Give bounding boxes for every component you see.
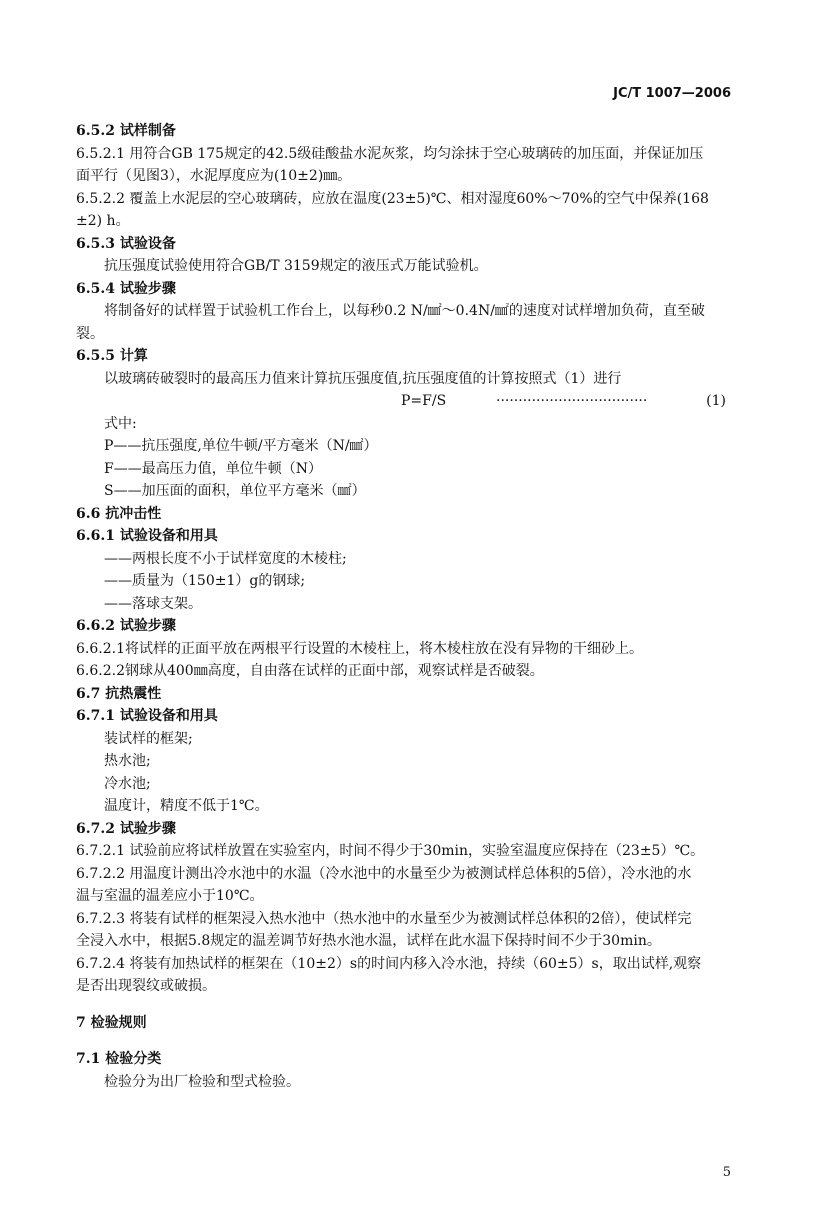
list-item: 热水池; bbox=[104, 753, 151, 769]
section-heading-6-6: 6.6 抗冲击性 bbox=[76, 505, 162, 522]
variable-definition-p: P——抗压强度,单位牛顿/平方毫米（N/㎟） bbox=[104, 438, 378, 454]
page-number: 5 bbox=[722, 1165, 731, 1180]
section-heading-6-7: 6.7 抗热震性 bbox=[76, 685, 162, 702]
list-item: 装试样的框架; bbox=[104, 730, 193, 747]
paragraph-6-7-2-3-line-2: 全浸入水中，根据5.8规定的温差调节好热水池水温，试样在此水温下保持时间不少于30min。 bbox=[76, 933, 661, 949]
formula: P=F/S bbox=[401, 393, 447, 409]
paragraph-6-7-2-4-line-1: 6.7.2.4 将装有加热试样的框架在（10±2）s的时间内移入冷水池，持续（60±5）s，取出试样,观察 bbox=[76, 955, 702, 972]
paragraph-6-6-2-1: 6.6.2.1将试样的正面平放在两根平行设置的木棱柱上，将木棱柱放在没有异物的干细砂上。 bbox=[76, 640, 643, 657]
formula-line bbox=[76, 390, 736, 413]
list-item: ——落球支架。 bbox=[104, 595, 202, 612]
section-heading-6-5-5: 6.5.5 计算 bbox=[76, 348, 148, 364]
paragraph-6-7-2-2-line-2: 温与室温的温差应小于10℃。 bbox=[76, 888, 264, 904]
paragraph-7-1: 检验分为出厂检验和型式检验。 bbox=[104, 1073, 300, 1090]
paragraph-6-7-2-3-line-1: 6.7.2.3 将装有试样的框架浸入热水池中（热水池中的水量至少为被测试样总体积的2倍），使试样完 bbox=[76, 910, 692, 927]
where-label: 式中: bbox=[104, 415, 137, 432]
standard-header: JC/T 1007—2006 bbox=[613, 86, 731, 101]
paragraph-6-6-2-2: 6.6.2.2钢球从400㎜高度，自由落在试样的正面中部，观察试样是否破裂。 bbox=[76, 663, 544, 679]
section-heading-6-6-2: 6.6.2 试验步骤 bbox=[76, 618, 176, 634]
variable-definition-s: S——加压面的面积，单位平方毫米（㎟） bbox=[104, 483, 366, 499]
paragraph-6-5-4-line-2: 裂。 bbox=[76, 325, 104, 342]
paragraph-6-5-4-line-1: 将制备好的试样置于试验机工作台上，以每秒0.2 N/㎟～0.4N/㎟的速度对试样增加负荷，直至破 bbox=[104, 303, 705, 319]
section-heading-7-1: 7.1 检验分类 bbox=[76, 1051, 162, 1067]
variable-definition-f: F——最高压力值，单位牛顿（N） bbox=[104, 460, 322, 477]
section-heading-6-5-4: 6.5.4 试验步骤 bbox=[76, 280, 176, 297]
paragraph-6-5-2-2-line-2: ±2) h。 bbox=[76, 213, 130, 229]
list-item: ——质量为（150±1）g的钢球; bbox=[104, 573, 306, 589]
paragraph-6-5-2-2-line-1: 6.5.2.2 覆盖上水泥层的空心玻璃砖，应放在温度(23±5)℃、相对湿度60%～70%的空气中保养(168 bbox=[76, 190, 709, 207]
equation-number: (1) bbox=[706, 393, 726, 409]
list-item: ——两根长度不小于试样宽度的木棱柱; bbox=[104, 550, 347, 567]
section-heading-6-5-2: 6.5.2 试样制备 bbox=[76, 123, 176, 139]
paragraph-6-7-2-2-line-1: 6.7.2.2 用温度计测出冷水池中的水温（冷水池中的水量至少为被测试样总体积的5倍），冷水池的水 bbox=[76, 865, 692, 882]
paragraph-6-7-2-4-line-2: 是否出现裂纹或破损。 bbox=[76, 978, 216, 994]
section-heading-6-7-2: 6.7.2 试验步骤 bbox=[76, 820, 176, 837]
paragraph-6-5-2-1-line-2: 面平行（见图3），水泥厚度应为(10±2)㎜。 bbox=[76, 168, 352, 184]
paragraph-6-7-2-1: 6.7.2.1 试验前应将试样放置在实验室内，时间不得少于30min，实验室温度应保持在（23±5）℃。 bbox=[76, 843, 705, 859]
paragraph-6-5-5: 以玻璃砖破裂时的最高压力值来计算抗压强度值,抗压强度值的计算按照式（1）进行 bbox=[104, 370, 622, 387]
section-heading-7: 7 检验规则 bbox=[76, 1014, 147, 1031]
section-heading-6-7-1: 6.7.1 试验设备和用具 bbox=[76, 708, 218, 724]
section-heading-6-5-3: 6.5.3 试验设备 bbox=[76, 235, 176, 252]
paragraph-6-5-2-1-line-1: 6.5.2.1 用符合GB 175规定的42.5级硅酸盐水泥灰浆，均匀涂抹于空心玻璃砖的加压面，并保证加压 bbox=[76, 145, 704, 162]
formula-leader-dots: ·································· bbox=[496, 393, 648, 409]
list-item: 冷水池; bbox=[104, 775, 151, 792]
document-body bbox=[76, 120, 736, 1093]
paragraph-6-5-3: 抗压强度试验使用符合GB/T 3159规定的液压式万能试验机。 bbox=[104, 258, 488, 274]
list-item: 温度计，精度不低于1℃。 bbox=[104, 798, 269, 814]
section-heading-6-6-1: 6.6.1 试验设备和用具 bbox=[76, 528, 218, 544]
